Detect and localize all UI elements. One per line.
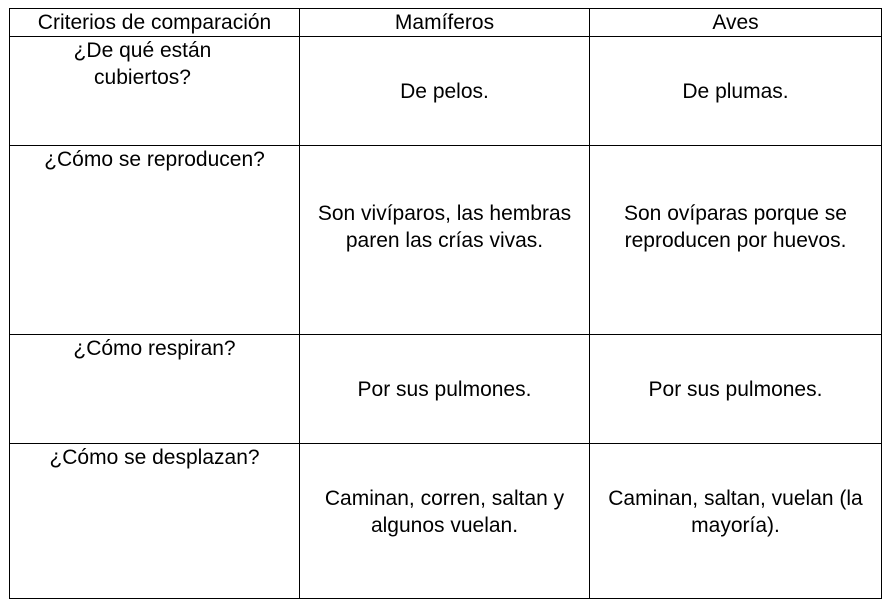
criterion-cell: ¿Cómo se desplazan? xyxy=(10,444,300,599)
table-row xyxy=(10,37,882,146)
aves-cell: Son ovíparas porque se reproducen por huevos. xyxy=(590,146,882,335)
table-row xyxy=(10,335,882,444)
mamiferos-cell: Por sus pulmones. xyxy=(300,335,590,444)
criterion-cell: ¿Cómo respiran? xyxy=(10,335,300,444)
table-row xyxy=(10,444,882,599)
mamiferos-cell: Son vivíparos, las hembras paren las crías vivas. xyxy=(300,146,590,335)
aves-cell: De plumas. xyxy=(590,37,882,146)
aves-cell: Caminan, saltan, vuelan (la mayoría). xyxy=(590,444,882,599)
aves-cell: Por sus pulmones. xyxy=(590,335,882,444)
header-mamiferos: Mamíferos xyxy=(300,9,590,37)
header-aves: Aves xyxy=(590,9,882,37)
table-row xyxy=(10,146,882,335)
criterion-cell: ¿De qué están cubiertos? xyxy=(10,37,300,146)
mamiferos-cell: De pelos. xyxy=(300,37,590,146)
comparison-table xyxy=(9,8,882,599)
mamiferos-cell: Caminan, corren, saltan y algunos vuelan. xyxy=(300,444,590,599)
header-criterios: Criterios de comparación xyxy=(10,9,300,37)
table-header-row xyxy=(10,9,882,37)
criterion-cell: ¿Cómo se reproducen? xyxy=(10,146,300,335)
